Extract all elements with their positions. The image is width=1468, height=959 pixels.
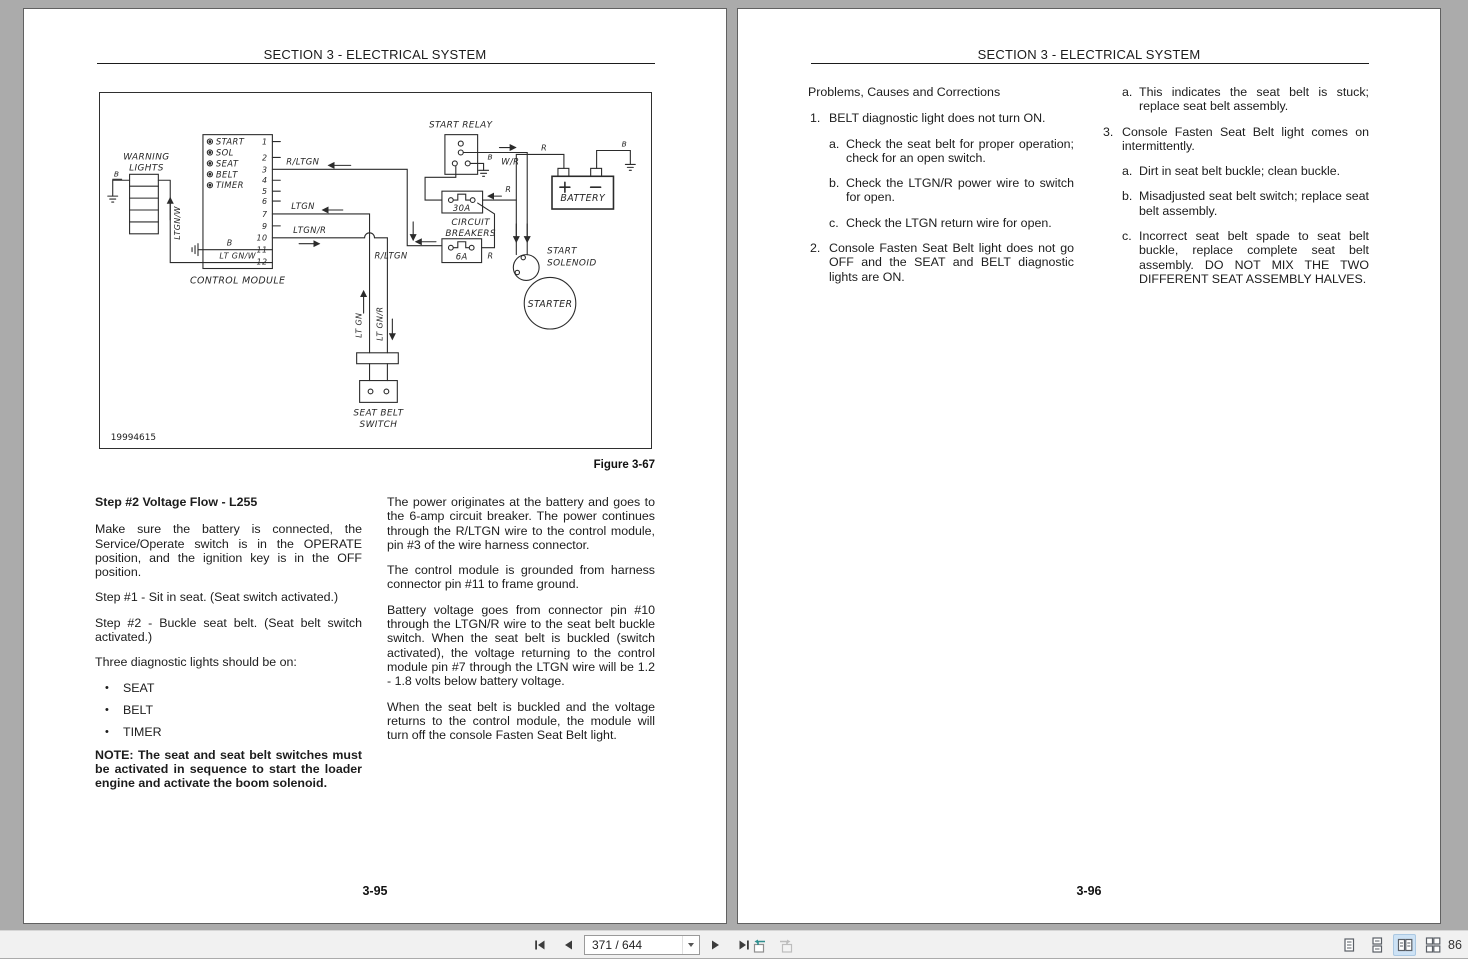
page-number-input[interactable] [584, 935, 700, 955]
paragraph: Three diagnostic lights should be on: [95, 655, 297, 670]
page-number: 3-95 [362, 884, 388, 898]
first-page-button[interactable] [528, 933, 552, 957]
svg-text:SOL: SOL [215, 147, 234, 158]
seat-belt-switch-label: SEAT BELT [353, 408, 404, 419]
list-item: c. Check the LTGN return wire for open. [829, 215, 1052, 230]
section-header: SECTION 3 - ELECTRICAL SYSTEM [977, 47, 1201, 62]
list-letter: c. [829, 215, 839, 230]
bullet-icon: • [105, 681, 109, 694]
svg-text:11: 11 [256, 245, 268, 255]
paragraph: When the seat belt is buckled and the voltage returns to the control module, the module will turn off the console Fasten Seat Belt light. [387, 699, 655, 743]
document-page-right [737, 8, 1441, 924]
paragraph: The control module is grounded from harness connector pin #11 to frame ground. [387, 563, 655, 592]
svg-text:R: R [541, 143, 548, 153]
svg-text:R/LTGN: R/LTGN [374, 250, 408, 261]
facing-continuous-icon [1425, 937, 1441, 953]
svg-text:LIGHTS: LIGHTS [129, 163, 164, 174]
next-page-button[interactable] [704, 933, 728, 957]
svg-text:B: B [226, 238, 233, 248]
list-letter: b. [1122, 189, 1133, 204]
wiring-diagram-svg [100, 93, 650, 447]
page-layout-controls [1337, 931, 1444, 959]
svg-text:30A: 30A [452, 203, 471, 213]
list-letter: a. [1122, 85, 1133, 99]
chevron-down-icon [688, 943, 694, 947]
svg-text:1: 1 [261, 137, 268, 147]
bullet-item: • TIMER [105, 725, 162, 740]
list-item: b. Check the LTGN/R power wire to switch for open. [829, 176, 1074, 205]
facing-continuous-view-button[interactable] [1421, 934, 1444, 956]
svg-text:LTGN/W: LTGN/W [173, 206, 183, 240]
paragraph: Step #2 - Buckle seat belt. (Seat belt switch activated.) [95, 615, 362, 645]
list-item: b. Misadjusted seat belt switch; replace seat belt assembly. [1122, 189, 1369, 218]
svg-text:2: 2 [261, 153, 268, 163]
bullet-icon: • [105, 726, 109, 739]
page-indicator-value: 371 / 644 [592, 938, 643, 952]
paragraph: Battery voltage goes from connector pin #10 through the LTGN/R wire to the seat belt buckle switch. When the seat belt is buckled (switch activated), the voltage returning to the control module pin #7 through the LTGN wire will be 1.2 - 1.8 volts below battery voltage. [387, 602, 655, 689]
paragraph: Make sure the battery is connected, the Service/Operate switch is in the OPERATE position, and the ignition key is in the OFF position. [95, 522, 362, 580]
starter-label: STARTER [527, 299, 573, 311]
document-page-left [23, 8, 727, 924]
svg-text:R/LTGN: R/LTGN [286, 156, 320, 167]
svg-text:9: 9 [261, 221, 268, 231]
svg-text:R: R [487, 251, 494, 261]
facing-pages-view-button[interactable] [1393, 934, 1416, 956]
svg-text:5: 5 [261, 187, 268, 197]
svg-text:B: B [113, 169, 120, 179]
svg-text:6: 6 [261, 197, 268, 207]
previous-page-icon [562, 938, 574, 952]
problems-heading: Problems, Causes and Corrections [808, 85, 1001, 99]
page-navigation [528, 931, 756, 959]
page-dropdown[interactable] [682, 936, 699, 954]
bullet-item: • BELT [105, 702, 154, 717]
svg-text:LT GN/W: LT GN/W [219, 251, 256, 261]
svg-text:SOLENOID: SOLENOID [547, 258, 597, 269]
list-item: a. Dirt in seat belt buckle; clean buckle. [1122, 164, 1341, 179]
single-page-view-button[interactable] [1337, 934, 1360, 956]
continuous-page-icon [1369, 937, 1385, 953]
paragraph: Step #1 - Sit in seat. (Seat switch activated.) [95, 590, 339, 605]
start-relay-label: START RELAY [429, 120, 493, 131]
header-rule [97, 63, 655, 64]
list-letter: b. [829, 176, 840, 191]
list-letter: a. [829, 136, 840, 151]
first-page-icon [533, 938, 547, 952]
list-letter: a. [1122, 164, 1133, 179]
note-paragraph: NOTE: The seat and seat belt switches must be activated in sequence to start the loader engine and activate the boom solenoid. [95, 747, 362, 791]
svg-text:3: 3 [261, 165, 268, 175]
figure-caption: Figure 3-67 [593, 459, 655, 471]
svg-text:SWITCH: SWITCH [359, 420, 398, 431]
svg-text:10: 10 [256, 233, 268, 243]
list-item: a. This indicates the seat belt is stuck; replace seat belt assembly. [1122, 85, 1369, 114]
viewer-toolbar [0, 930, 1468, 958]
svg-text:LTGN/R: LTGN/R [293, 224, 327, 235]
zoom-level: 86 [1448, 938, 1462, 952]
single-page-icon [1341, 937, 1357, 953]
list-letter: c. [1122, 229, 1132, 244]
svg-text:TIMER: TIMER [215, 180, 244, 191]
list-item: 3. Console Fasten Seat Belt light comes on intermittently. [1103, 124, 1369, 153]
control-module-label: CONTROL MODULE [190, 275, 286, 287]
continuous-view-button[interactable] [1365, 934, 1388, 956]
bullet-item: • SEAT [105, 680, 155, 695]
previous-page-button[interactable] [556, 933, 580, 957]
list-item: a. Check the seat belt for proper operation; check for an open switch. [829, 136, 1074, 165]
right-page-column-2 [1101, 85, 1369, 297]
warning-lights-label: WARNING [123, 152, 170, 163]
svg-text:6A: 6A [455, 251, 468, 262]
start-solenoid-label: START [547, 246, 578, 257]
svg-text:7: 7 [261, 209, 268, 219]
list-number: 3. [1103, 124, 1114, 139]
right-page-column-1 [808, 85, 1074, 295]
circuit-breakers-label: CIRCUIT [451, 217, 491, 228]
list-item: 1. BELT diagnostic light does not turn ON. [810, 111, 1046, 126]
next-page-icon [710, 938, 722, 952]
next-view-button[interactable] [774, 933, 798, 957]
left-page-column-2 [387, 495, 655, 753]
step-heading: Step #2 Voltage Flow - L255 [95, 495, 258, 509]
battery-label: BATTERY [560, 193, 606, 205]
svg-text:12: 12 [256, 257, 268, 267]
wiring-diagram [99, 92, 652, 449]
svg-text:BREAKERS: BREAKERS [445, 228, 496, 239]
bullet-icon: • [105, 703, 109, 716]
facing-pages-icon [1397, 937, 1413, 953]
list-number: 1. [810, 111, 821, 126]
list-item: 2. Console Fasten Seat Belt light does not go OFF and the SEAT and BELT diagnostic lights are ON. [810, 241, 1074, 284]
svg-text:B: B [487, 152, 494, 162]
svg-text:LT GN: LT GN [354, 312, 364, 338]
svg-text:4: 4 [261, 176, 268, 186]
section-header: SECTION 3 - ELECTRICAL SYSTEM [263, 47, 487, 62]
svg-text:LT GN/R: LT GN/R [375, 306, 385, 341]
page-number: 3-96 [1076, 884, 1102, 898]
svg-text:W/R: W/R [501, 156, 520, 167]
diagram-part-number: 19994615 [110, 433, 157, 444]
header-rule [811, 63, 1369, 64]
previous-view-icon [750, 937, 767, 954]
list-number: 2. [810, 241, 821, 256]
left-page-column-1 [95, 495, 362, 801]
list-item: c. Incorrect seat belt spade to seat belt buckle, replace complete seat belt assembly. DO NOT MIX THE TWO DIFFERENT SEAT ASSEMBLY HALVES. [1122, 229, 1369, 286]
paragraph: The power originates at the battery and goes to the 6-amp circuit breaker. The power continues through the R/LTGN wire to the control module, pin #3 of the wire harness connector. [387, 495, 655, 552]
view-history [746, 931, 798, 959]
svg-text:LTGN: LTGN [291, 201, 315, 212]
svg-text:BELT: BELT [215, 169, 238, 180]
next-view-icon [778, 937, 795, 954]
svg-text:R: R [505, 185, 512, 195]
previous-view-button[interactable] [746, 933, 770, 957]
svg-text:SEAT: SEAT [215, 158, 239, 169]
svg-text:START: START [215, 136, 245, 147]
svg-text:B: B [621, 139, 628, 149]
